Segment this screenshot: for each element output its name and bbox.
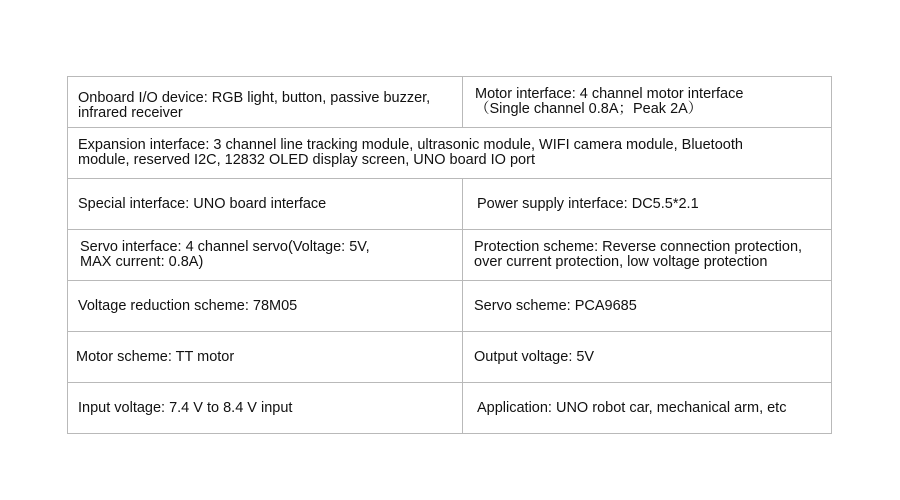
cell-line: over current protection, low voltage protection: [474, 254, 768, 270]
table-row: [68, 77, 832, 128]
cell-line: module, reserved I2C, 12832 OLED display screen, UNO board IO port: [78, 152, 535, 168]
spec-cell-servo-scheme: [463, 281, 832, 332]
spec-cell-servo-interface: [68, 230, 463, 281]
table-row: [68, 230, 832, 281]
cell-line: Protection scheme: Reverse connection protection,: [474, 239, 803, 255]
spec-cell-power-supply: [463, 179, 832, 230]
cell-line: Servo interface: 4 channel servo(Voltage: 5V,: [80, 239, 370, 255]
cell-line: Output voltage: 5V: [474, 348, 595, 365]
cell-line: Expansion interface: 3 channel line tracking module, ultrasonic module, WIFI camera module, Bluetooth: [78, 137, 743, 153]
spec-cell-motor-scheme: [68, 332, 463, 383]
spec-cell-special-interface: [68, 179, 463, 230]
cell-line: Motor interface: 4 channel motor interface: [475, 86, 744, 102]
spec-cell-input-voltage: [68, 383, 463, 434]
table-row: [68, 281, 832, 332]
cell-line: Servo scheme: PCA9685: [474, 297, 637, 314]
spec-cell-voltage-reduction: [68, 281, 463, 332]
spec-cell-protection-scheme: [463, 230, 832, 281]
table-row: [68, 332, 832, 383]
cell-line: Input voltage: 7.4 V to 8.4 V input: [78, 399, 293, 416]
cell-line: Onboard I/O device: RGB light, button, passive buzzer,: [78, 90, 431, 106]
spec-cell-onboard-io: [68, 77, 463, 128]
cell-line: infrared receiver: [78, 105, 183, 121]
cell-line: Motor scheme: TT motor: [76, 348, 235, 365]
spec-table: [67, 76, 832, 434]
spec-cell-output-voltage: [463, 332, 832, 383]
spec-cell-application: [463, 383, 832, 434]
cell-line: MAX current: 0.8A): [80, 254, 204, 270]
table-row: [68, 179, 832, 230]
spec-cell-expansion-interface: [68, 128, 832, 179]
table-row: [68, 383, 832, 434]
spec-cell-motor-interface: [463, 77, 832, 128]
cell-line: Special interface: UNO board interface: [78, 195, 327, 212]
cell-line: （Single channel 0.8A；Peak 2A）: [475, 101, 703, 117]
cell-line: Power supply interface: DC5.5*2.1: [477, 195, 699, 212]
cell-line: Voltage reduction scheme: 78M05: [78, 297, 298, 314]
cell-line: Application: UNO robot car, mechanical arm, etc: [477, 399, 787, 416]
table-row: [68, 128, 832, 179]
